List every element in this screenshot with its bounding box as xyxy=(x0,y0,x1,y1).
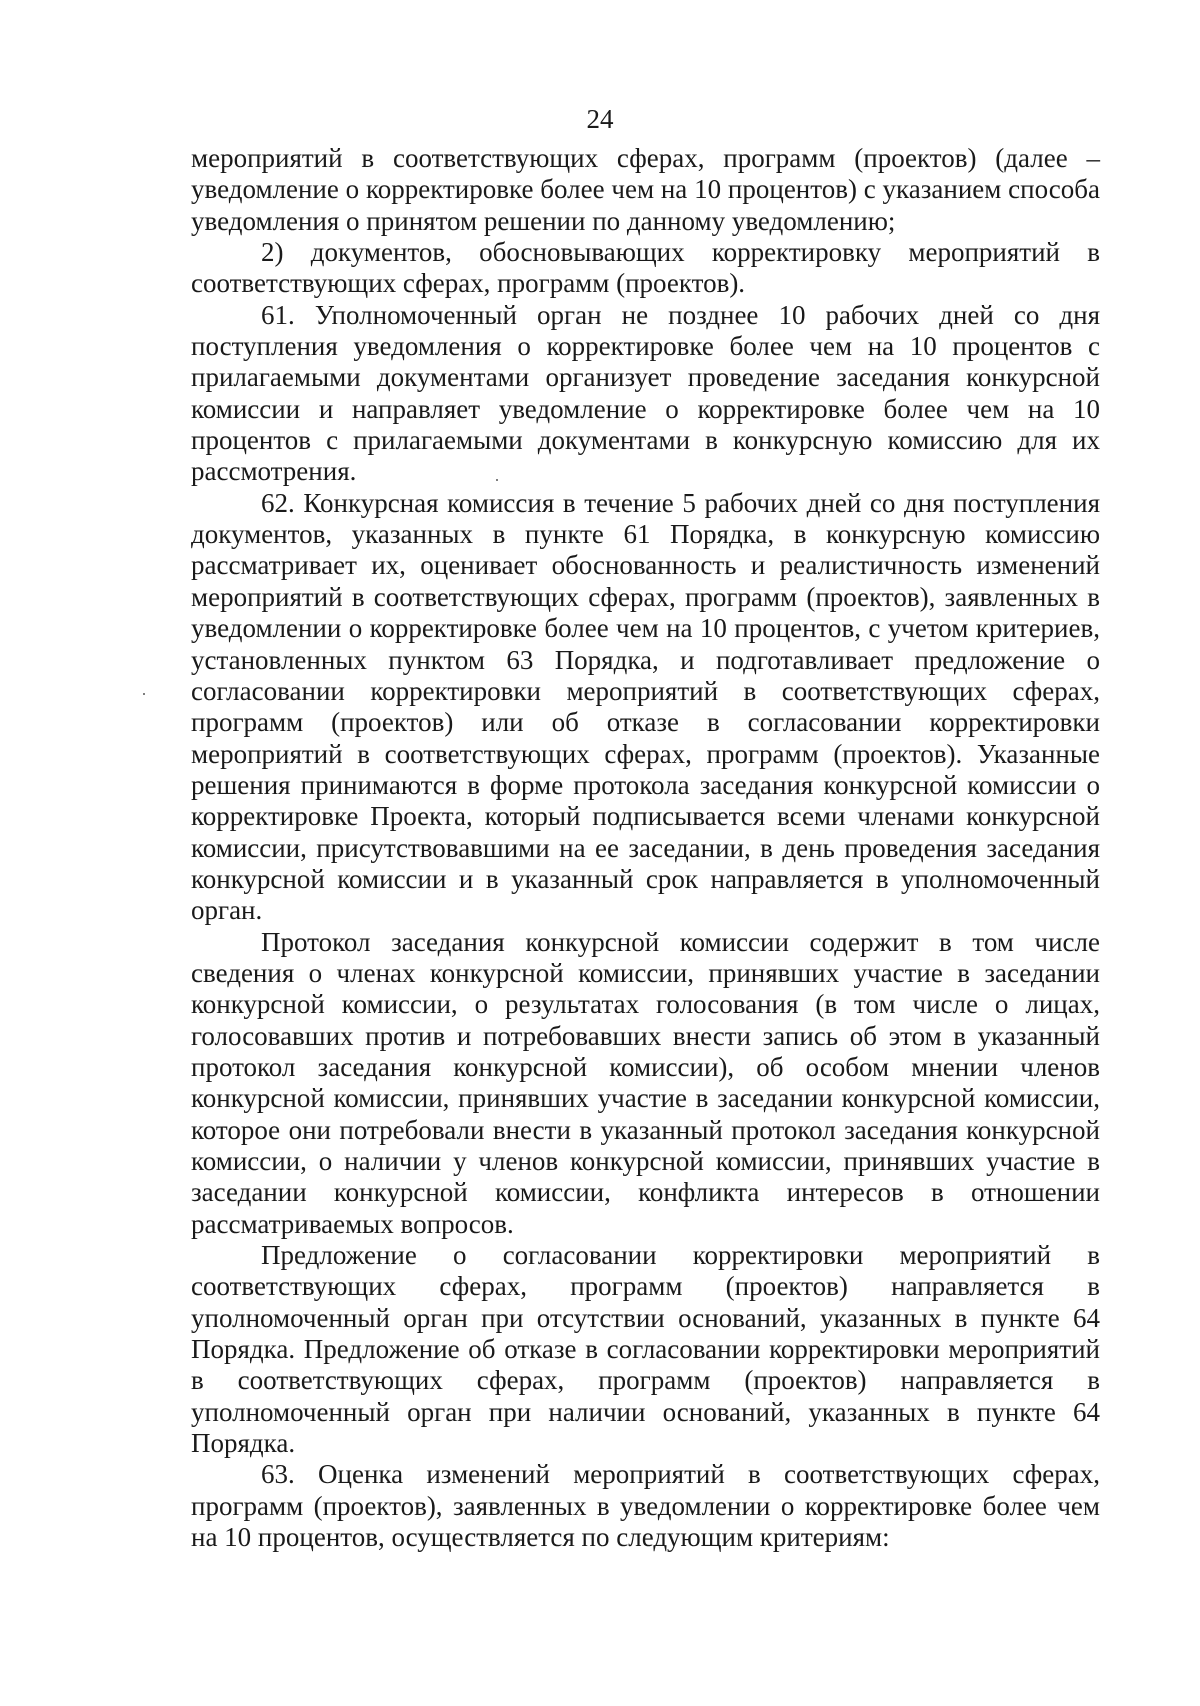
paragraph-clause-62: 62. Конкурсная комиссия в течение 5 рабочих дней со дня поступления документов, указанных в пункте 61 Порядка, в конкурсную комиссию рассматривает их, оценивает обоснованность и реалистичность изменений мероприятий в соответствующих сферах, программ (проектов), заявленных в уведомлении о корректировке более чем на 10 процентов, с учетом критериев, установленных пунктом 63 Порядка, и подготавливает предложение о согласовании корректировки мероприятий в соответствующих сферах, программ (проектов) или об отказе в согласовании корректировки мероприятий в соответствующих сферах, программ (проектов). Указанные решения принимаются в форме протокола заседания конкурсной комиссии о корректировке Проекта, который подписывается всеми членами конкурсной комиссии, присутствовавшими на ее заседании, в день проведения заседания конкурсной комиссии и в указанный срок направляется в уполномоченный орган. xyxy=(191,487,1100,926)
paragraph-continuation: мероприятий в соответствующих сферах, программ (проектов) (далее – уведомление о корректировке более чем на 10 процентов) с указанием способа уведомления о принятом решении по данному уведомлению; xyxy=(191,143,1100,236)
paragraph-item-2: 2) документов, обосновывающих корректировку мероприятий в соответствующих сферах, программ (проектов). xyxy=(191,237,1100,299)
document-body xyxy=(191,143,1100,1553)
paragraph-clause-61: 61. Уполномоченный орган не позднее 10 рабочих дней со дня поступления уведомления о корректировке более чем на 10 процентов с прилагаемыми документами организует проведение заседания конкурсной комиссии и направляет уведомление о корректировке более чем на 10 процентов с прилагаемыми документами в конкурсную комиссию для их рассмотрения. xyxy=(191,299,1100,487)
scan-speck xyxy=(496,479,498,481)
scan-speck xyxy=(143,693,145,695)
page-number: 24 xyxy=(586,104,614,134)
paragraph-protocol: Протокол заседания конкурсной комиссии содержит в том числе сведения о членах конкурсной комиссии, принявших участие в заседании конкурсной комиссии, о результатах голосования (в том числе о лицах, голосовавших против и потребовавших внести запись об этом в указанный протокол заседания конкурсной комиссии), об особом мнении членов конкурсной комиссии, принявших участие в заседании конкурсной комиссии, которое они потребовали внести в указанный протокол заседания конкурсной комиссии, о наличии у членов конкурсной комиссии, принявших участие в заседании конкурсной комиссии, конфликта интересов в отношении рассматриваемых вопросов. xyxy=(191,926,1100,1239)
paragraph-proposal: Предложение о согласовании корректировки мероприятий в соответствующих сферах, программ (проектов) направляется в уполномоченный орган при отсутствии оснований, указанных в пункте 64 Порядка. Предложение об отказе в согласовании корректировки мероприятий в соответствующих сферах, программ (проектов) направляется в уполномоченный орган при наличии оснований, указанных в пункте 64 Порядка. xyxy=(191,1240,1100,1459)
paragraph-clause-63: 63. Оценка изменений мероприятий в соответствующих сферах, программ (проектов), заявленных в уведомлении о корректировке более чем на 10 процентов, осуществляется по следующим критериям: xyxy=(191,1459,1100,1553)
